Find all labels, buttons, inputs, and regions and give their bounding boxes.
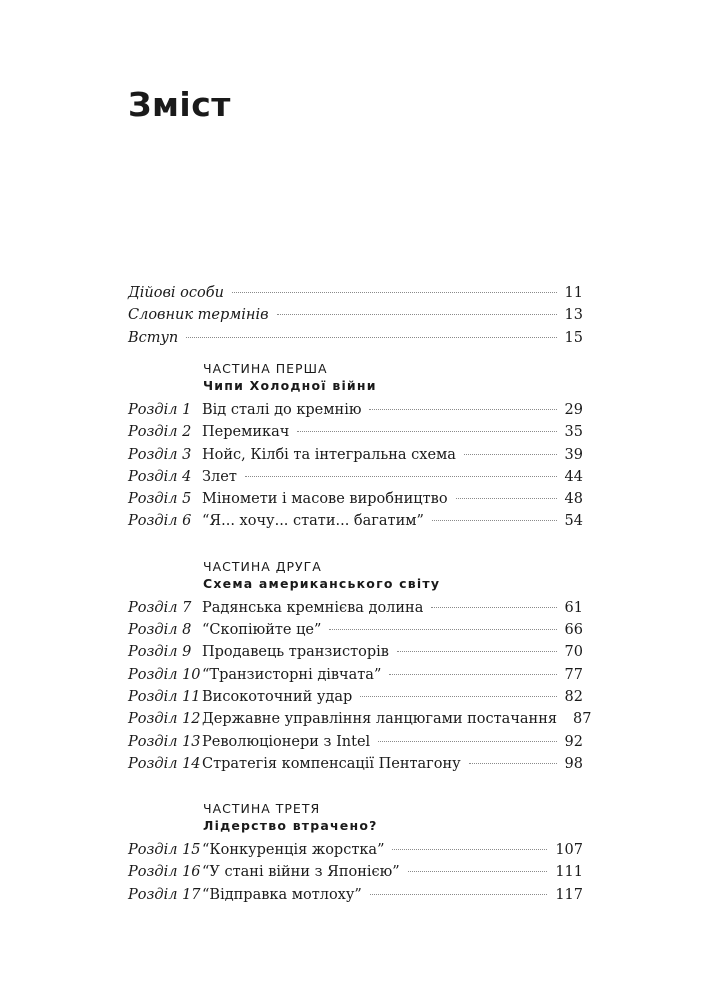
dot-leader (392, 849, 547, 850)
dot-leader (370, 894, 548, 895)
toc-entry[interactable] (128, 710, 592, 728)
toc-entry[interactable] (128, 284, 583, 302)
part-kicker: ЧАСТИНА ТРЕТЯ (203, 801, 321, 817)
chapter-title: “Я... хочу... стати... багатим” (202, 513, 424, 530)
dot-leader (329, 629, 556, 630)
toc-entry[interactable] (128, 863, 583, 881)
page-title: Зміст (128, 85, 231, 124)
dot-leader (369, 409, 556, 410)
page-number: 98 (564, 755, 583, 772)
toc-entry[interactable] (128, 733, 583, 751)
toc-entry[interactable] (128, 666, 583, 684)
chapter-label: Розділ 12 (128, 711, 201, 728)
chapter-title: Державне управління ланцюгами постачання (202, 711, 558, 728)
toc-entry[interactable] (128, 401, 583, 419)
page-number: 77 (564, 666, 583, 683)
chapter-label: Розділ 2 (128, 424, 192, 441)
dot-leader (245, 476, 557, 477)
chapter-label: Розділ 5 (128, 491, 192, 508)
chapter-title: Високоточний удар (202, 688, 353, 705)
dot-leader (397, 651, 557, 652)
chapter-label: Розділ 6 (128, 513, 192, 530)
part-kicker: ЧАСТИНА ДРУГА (203, 558, 322, 574)
toc-entry[interactable] (128, 621, 583, 639)
toc-entry[interactable] (128, 643, 583, 661)
toc-entry[interactable] (128, 755, 583, 773)
entry-title: Вступ (128, 329, 179, 346)
dot-leader (360, 696, 556, 697)
dot-leader (408, 871, 548, 872)
page-number: 39 (564, 446, 583, 463)
page-number: 13 (564, 307, 583, 324)
chapter-title: Нойс, Кілбі та інтегральна схема (202, 446, 456, 463)
part-kicker: ЧАСТИНА ПЕРША (203, 360, 328, 376)
page-number: 70 (564, 644, 583, 661)
entry-title: Дійові особи (128, 285, 224, 301)
page-number: 82 (564, 688, 583, 705)
page-number: 35 (564, 424, 583, 441)
toc-entry[interactable] (128, 306, 583, 324)
toc-entry[interactable] (128, 490, 583, 508)
page-number: 111 (555, 864, 583, 881)
chapter-title: “Транзисторні дівчата” (202, 666, 382, 683)
part-title: Лідерство втрачено? (203, 818, 378, 834)
page-number: 44 (564, 468, 583, 485)
chapter-title: “Скопіюйте це” (202, 622, 322, 638)
chapter-label: Розділ 14 (128, 755, 201, 772)
dot-leader (469, 763, 557, 764)
dot-leader (456, 498, 557, 499)
page-number: 54 (564, 513, 583, 530)
toc-entry[interactable] (128, 423, 583, 441)
dot-leader (186, 337, 556, 338)
dot-leader (378, 741, 556, 742)
entry-title: Словник термінів (128, 307, 269, 324)
toc-entry[interactable] (128, 329, 583, 347)
chapter-title: Радянська кремнієва долина (202, 599, 424, 616)
dot-leader (389, 674, 556, 675)
page-number: 107 (555, 842, 583, 859)
page-number: 61 (564, 599, 583, 616)
chapter-title: “Конкуренція жорстка” (202, 842, 385, 859)
page-number: 92 (564, 733, 583, 750)
chapter-label: Розділ 7 (128, 599, 192, 616)
dot-leader (297, 431, 556, 432)
chapter-label: Розділ 4 (128, 468, 192, 485)
chapter-label: Розділ 9 (128, 644, 192, 661)
chapter-label: Розділ 16 (128, 864, 201, 881)
chapter-label: Розділ 3 (128, 446, 192, 463)
chapter-title: “У стані війни з Японією” (202, 864, 400, 881)
dot-leader (431, 607, 556, 608)
page-number: 87 (573, 711, 592, 728)
chapter-title: Міномети і масове виробництво (202, 491, 448, 508)
page-number: 117 (555, 886, 583, 903)
page-number: 29 (564, 401, 583, 418)
chapter-label: Розділ 8 (128, 622, 192, 638)
chapter-title: Від сталі до кремнію (202, 401, 362, 418)
chapter-label: Розділ 15 (128, 842, 201, 859)
page-number: 15 (564, 329, 583, 346)
chapter-label: Розділ 17 (128, 886, 201, 903)
chapter-title: Продавець транзисторів (202, 644, 389, 661)
dot-leader (232, 292, 557, 293)
dot-leader (464, 454, 557, 455)
toc-entry[interactable] (128, 841, 583, 859)
dot-leader (432, 520, 557, 521)
chapter-title: “Відправка мотлоху” (202, 886, 362, 903)
chapter-title: Стратегія компенсації Пентагону (202, 755, 461, 772)
page-number: 11 (564, 285, 583, 301)
toc-entry[interactable] (128, 512, 583, 530)
part-title: Чипи Холодної війни (203, 377, 377, 393)
dot-leader (277, 314, 557, 315)
chapter-label: Розділ 10 (128, 666, 201, 683)
toc-entry[interactable] (128, 599, 583, 617)
toc-entry[interactable] (128, 688, 583, 706)
chapter-title: Злет (202, 468, 237, 485)
chapter-title: Перемикач (202, 424, 290, 441)
toc-entry[interactable] (128, 468, 583, 486)
part-title: Схема американського світу (203, 575, 441, 591)
chapter-title: Революціонери з Intel (202, 733, 371, 750)
page-number: 48 (564, 491, 583, 508)
toc-entry[interactable] (128, 446, 583, 464)
chapter-label: Розділ 1 (128, 401, 192, 418)
toc-entry[interactable] (128, 886, 583, 904)
page-number: 66 (564, 622, 583, 638)
chapter-label: Розділ 11 (128, 688, 201, 705)
chapter-label: Розділ 13 (128, 733, 201, 750)
